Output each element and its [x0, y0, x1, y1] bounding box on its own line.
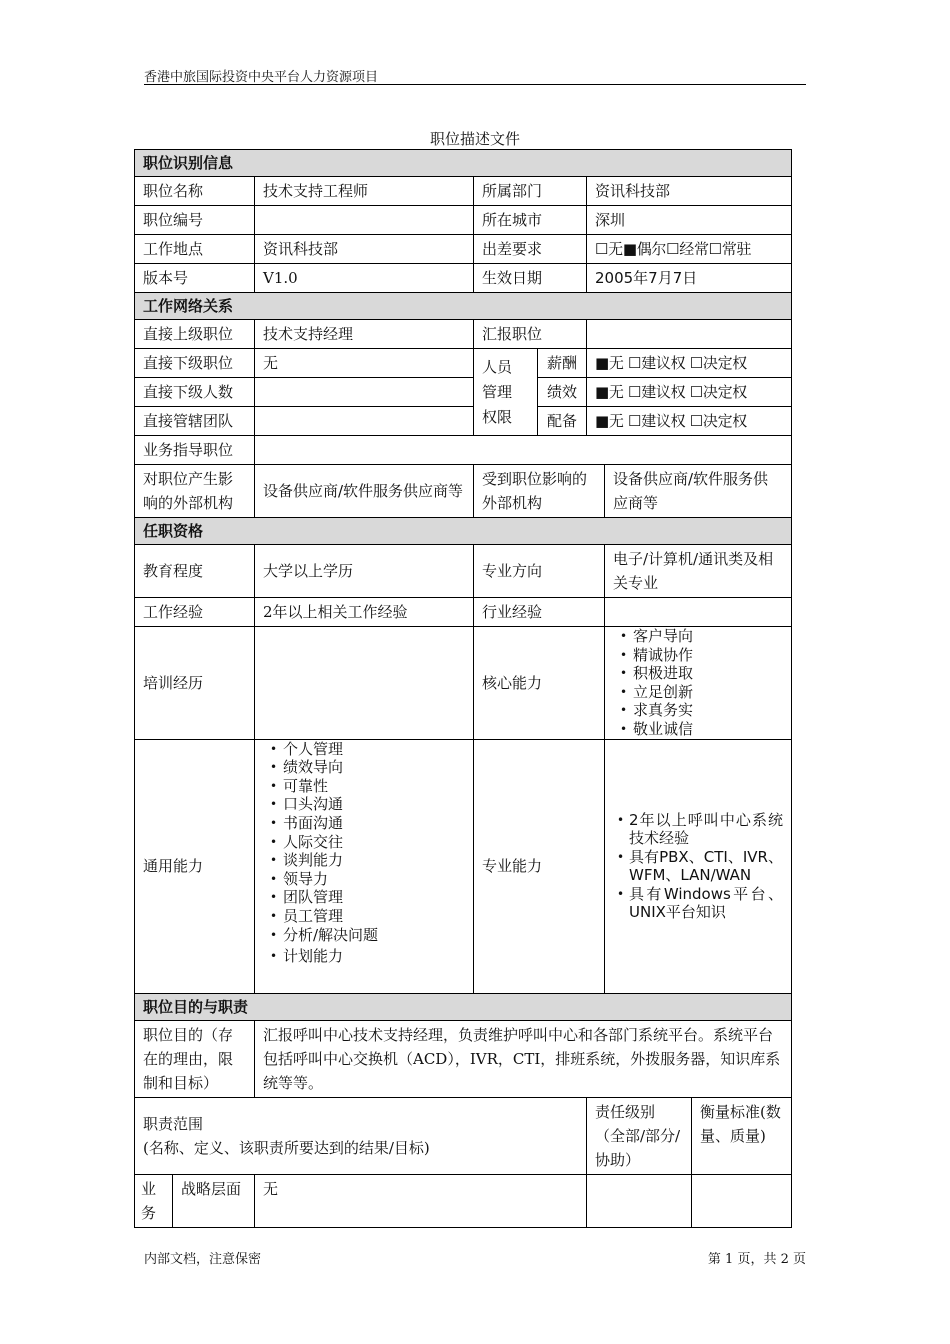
list-item: • 员工管理: [283, 907, 465, 926]
list-item: • 敬业诚信: [633, 720, 783, 739]
list-item: • 可靠性: [283, 777, 465, 796]
value-performance-authority: ■无 ☐建议权 ☐决定权: [587, 378, 792, 407]
label-report-position: 汇报职位: [474, 320, 587, 349]
label-department: 所属部门: [474, 177, 587, 206]
list-item: • 立足创新: [633, 683, 783, 702]
professional-competency-list-cell: [605, 739, 792, 993]
label-performance: 绩效: [538, 378, 587, 407]
list-item: • 积极进取: [633, 664, 783, 683]
label-core-competency: 核心能力: [474, 627, 605, 740]
footer-confidential: 内部文档，注意保密: [144, 1252, 262, 1267]
list-item: • 具有Windows平台、UNIX平台知识: [629, 885, 783, 922]
list-item: • 精诚协作: [633, 646, 783, 665]
value-position-code: [255, 206, 474, 235]
label-position-name: 职位名称: [135, 177, 255, 206]
label-responsibility-level: 责任级别（全部/部分/协助）: [587, 1097, 692, 1174]
list-item: • 分析/解决问题: [283, 926, 465, 945]
value-education: 大学以上学历: [255, 545, 474, 598]
label-industry-experience: 行业经验: [474, 598, 605, 627]
list-item: • 人际交往: [283, 833, 465, 852]
value-report-position: [587, 320, 792, 349]
value-work-location: 资讯科技部: [255, 235, 474, 264]
value-industry-experience: [605, 598, 792, 627]
value-business-guide: [255, 436, 792, 465]
value-direct-superior: 技术支持经理: [255, 320, 474, 349]
value-subordinate-count: [255, 378, 474, 407]
list-item: • 口头沟通: [283, 795, 465, 814]
job-description-table: [134, 149, 792, 1228]
label-direct-team: 直接管辖团队: [135, 407, 255, 436]
label-strategy-level: 战略层面: [173, 1174, 255, 1227]
professional-competency-list: [613, 811, 783, 922]
label-responsibility-scope: 职责范围: [143, 1114, 204, 1133]
label-measurement-standard: 衡量标准(数量、质量): [692, 1097, 792, 1174]
value-salary-authority: ■无 ☐建议权 ☐决定权: [587, 349, 792, 378]
label-travel: 出差要求: [474, 235, 587, 264]
value-version: V1.0: [255, 264, 474, 293]
page-header: 香港中旅国际投资中央平台人力资源项目: [144, 70, 379, 85]
scope-header-cell: [135, 1097, 587, 1174]
value-strategy-responsibility-level: [587, 1174, 692, 1227]
section-identity: 职位识别信息: [135, 150, 792, 177]
label-responsibility-scope-sub: (名称、定义、该职责所要达到的结果/目标): [143, 1138, 430, 1157]
value-major: 电子/计算机/通讯类及相关专业: [605, 545, 792, 598]
list-item: • 个人管理: [283, 740, 465, 759]
label-professional-competency: 专业能力: [474, 739, 605, 993]
value-effective-date: 2005年7月7日: [587, 264, 792, 293]
list-item: • 求真务实: [633, 701, 783, 720]
label-version: 版本号: [135, 264, 255, 293]
label-position-purpose: 职位目的（存在的理由，限制和目标）: [135, 1020, 255, 1097]
label-affected-external: 受到职位影响的外部机构: [474, 465, 605, 518]
label-education: 教育程度: [135, 545, 255, 598]
list-item: • 领导力: [283, 870, 465, 889]
header-rule: [144, 84, 806, 85]
label-work-experience: 工作经验: [135, 598, 255, 627]
value-direct-team: [255, 407, 474, 436]
value-influence-external: 设备供应商/软件服务供应商等: [255, 465, 474, 518]
label-major: 专业方向: [474, 545, 605, 598]
value-work-experience: 2年以上相关工作经验: [255, 598, 474, 627]
value-affected-external: 设备供应商/软件服务供应商等: [605, 465, 792, 518]
list-item: • 计划能力: [283, 947, 465, 966]
list-item: • 书面沟通: [283, 814, 465, 833]
value-training: [255, 627, 474, 740]
label-influence-external: 对职位产生影响的外部机构: [135, 465, 255, 518]
value-department: 资讯科技部: [587, 177, 792, 206]
value-direct-subordinate: 无: [255, 349, 474, 378]
general-competency-list: [263, 740, 465, 966]
label-work-location: 工作地点: [135, 235, 255, 264]
authority-line-1: 人员: [482, 357, 513, 376]
label-staffing: 配备: [538, 407, 587, 436]
value-strategy-measurement: [692, 1174, 792, 1227]
label-effective-date: 生效日期: [474, 264, 587, 293]
label-authority: [474, 349, 538, 436]
list-item: • 绩效导向: [283, 758, 465, 777]
label-subordinate-count: 直接下级人数: [135, 378, 255, 407]
core-competency-list: [613, 627, 783, 739]
footer-page-number: 第 1 页，共 2 页: [707, 1252, 806, 1267]
label-position-code: 职位编号: [135, 206, 255, 235]
list-item: • 谈判能力: [283, 851, 465, 870]
label-general-competency: 通用能力: [135, 739, 255, 993]
label-salary: 薪酬: [538, 349, 587, 378]
value-staffing-authority: ■无 ☐建议权 ☐决定权: [587, 407, 792, 436]
label-training: 培训经历: [135, 627, 255, 740]
core-competency-list-cell: [605, 627, 792, 740]
value-position-purpose: 汇报呼叫中心技术支持经理，负责维护呼叫中心和各部门系统平台。系统平台包括呼叫中心交换机（ACD），IVR，CTI，排班系统，外拨服务器，知识库系统等等。: [255, 1020, 792, 1097]
authority-line-2: 管理: [482, 382, 513, 401]
general-competency-list-cell: [255, 739, 474, 993]
value-city: 深圳: [587, 206, 792, 235]
label-business: 业务: [135, 1174, 173, 1227]
label-direct-subordinate: 直接下级职位: [135, 349, 255, 378]
label-business-guide: 业务指导职位: [135, 436, 255, 465]
document-title: 职位描述文件: [429, 130, 520, 148]
list-item: • 客户导向: [633, 627, 783, 646]
list-item: • 具有PBX、CTI、IVR、WFM、LAN/WAN: [629, 848, 783, 885]
authority-line-3: 权限: [482, 407, 513, 426]
list-item: • 团队管理: [283, 888, 465, 907]
label-city: 所在城市: [474, 206, 587, 235]
section-network: 工作网络关系: [135, 293, 792, 320]
value-travel-checkboxes: ☐无■偶尔☐经常☐常驻: [587, 235, 792, 264]
value-position-name: 技术支持工程师: [255, 177, 474, 206]
section-qualification: 任职资格: [135, 518, 792, 545]
value-strategy-level: 无: [255, 1174, 587, 1227]
list-item: • 2年以上呼叫中心系统技术经验: [629, 811, 783, 848]
section-purpose: 职位目的与职责: [135, 993, 792, 1020]
label-direct-superior: 直接上级职位: [135, 320, 255, 349]
